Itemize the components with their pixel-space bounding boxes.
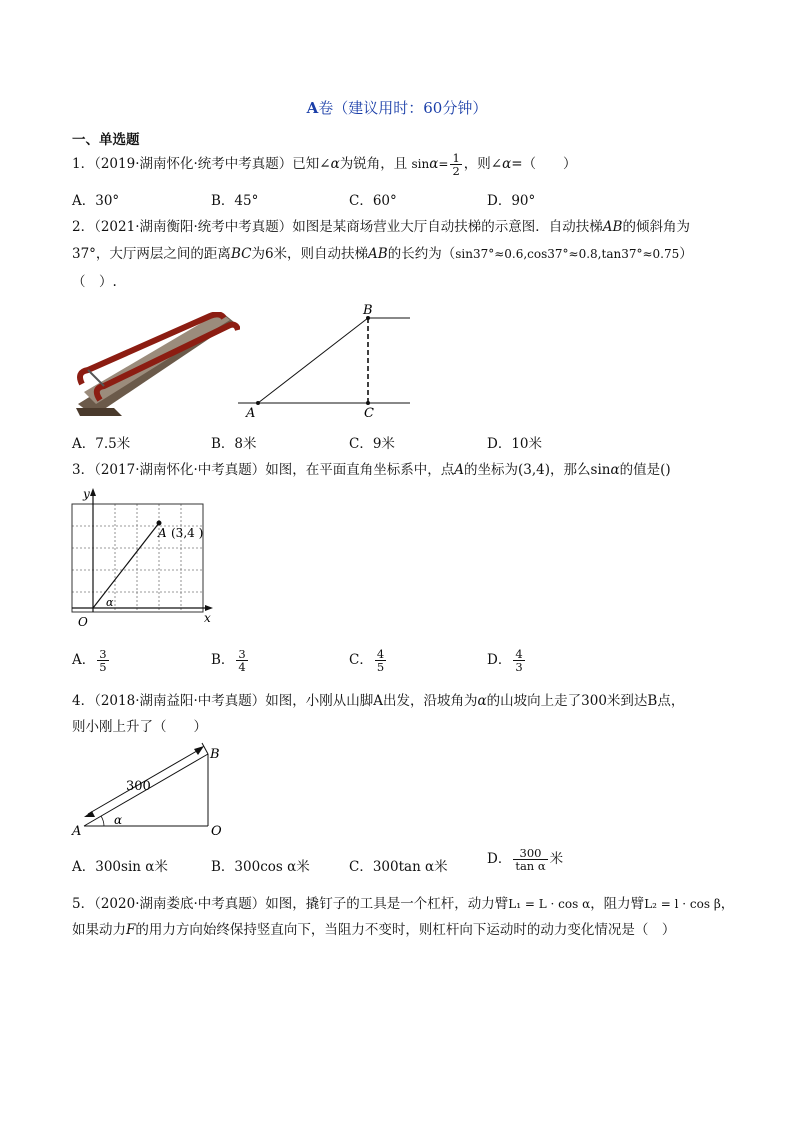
label-b: B [363,303,373,318]
question-3-stem: 3．（2017·湖南怀化·中考真题）如图，在平面直角坐标系中，点A的坐标为(3,4)，那么sinα的值是() [72,462,671,478]
escalator-image [74,312,240,420]
point-a-coord: (3,4 ) [171,526,204,540]
title-text: 卷（建议用时：60分钟） [318,99,488,117]
question-2-line-1: 2．（2021·湖南衡阳·统考中考真题）如图是某商场营业大厅自动扶梯的示意图．自动扶梯AB的倾斜角为 [72,219,690,235]
q1-option-b: B．45° [211,193,259,209]
q3-option-d: D． $\frac{4}{3}$ [487,647,523,674]
q1-option-c: C．60° [349,193,397,209]
section-heading: 一、单选题 [72,132,140,148]
fraction: $\frac{1}{2}$ [452,151,460,178]
q4-option-b: B．300cos α米 [211,859,310,875]
q4-slope-diagram [70,740,230,840]
label-o: O [211,824,222,839]
trig-values: sin37°≈0.6,cos37°≈0.8,tan37°≈0.75 [455,247,680,261]
q3-option-c: C． $\frac{4}{5}$ [349,647,385,674]
q2-triangle-diagram [238,300,416,424]
question-5-line-2: 如果动力F的用力方向始终保持竖直向下，当阻力不变时，则杠杆向下运动时的动力变化情况是（ ） [72,922,676,938]
q4-option-a: A．300sin α米 [72,859,168,875]
label-b: B [210,747,220,762]
question-5-line-1: 5．（2020·湖南娄底·中考真题）如图，撬钉子的工具是一个杠杆，动力臂L₁ = L · cos α，阻力臂L₂ = l · cos β， [72,896,735,912]
origin-label: O [78,615,88,629]
page-title [0,97,794,118]
q4-option-d: D． $\frac{300}{\text{tan α}}$ 米 [487,846,564,873]
axis-x-label: x [204,611,211,625]
title-letter: A [306,99,319,117]
resistance-arm-formula: L₂ = l · cos β [644,897,721,911]
q2-option-b: B．8米 [211,436,257,452]
question-2-line-3: （ ）. [72,274,117,290]
q1-option-d: D．90° [487,193,536,209]
q3-option-a: A． $\frac{3}{5}$ [72,647,107,674]
label-c: C [364,406,374,421]
point-a-label: A [158,526,167,540]
length-300: 300 [126,779,151,794]
question-1-stem: 1．（2019·湖南怀化·统考中考真题）已知∠α为锐角，且 sinα= $\frac{1}{2}$ ，则∠α=（ ） [72,151,577,178]
axis-y-label: y [83,487,90,501]
question-4-line-2: 则小刚上升了（ ） [72,719,207,735]
angle-alpha: α [106,596,114,609]
q2-option-a: A．7.5米 [72,436,131,452]
q4-option-c: C．300tan α米 [349,859,448,875]
q2-option-c: C．9米 [349,436,395,452]
angle-alpha: α [114,813,123,827]
question-2-line-2: 37°，大厅两层之间的距离BC为6米，则自动扶梯AB的长约为（sin37°≈0.6,cos37°≈0.8,tan37°≈0.75） [72,246,693,262]
q1-option-a: A．30° [72,193,120,209]
question-4-line-1: 4．（2018·湖南益阳·中考真题）如图，小刚从山脚A出发，沿坡角为α的山坡向上走了300米到达B点， [72,693,685,709]
power-arm-formula: L₁ = L · cos α [508,897,591,911]
label-a: A [246,406,256,421]
q3-coordinate-grid [70,486,220,634]
label-a: A [72,824,82,839]
q2-option-d: D．10米 [487,436,543,452]
q3-option-b: B． $\frac{3}{4}$ [211,647,246,674]
